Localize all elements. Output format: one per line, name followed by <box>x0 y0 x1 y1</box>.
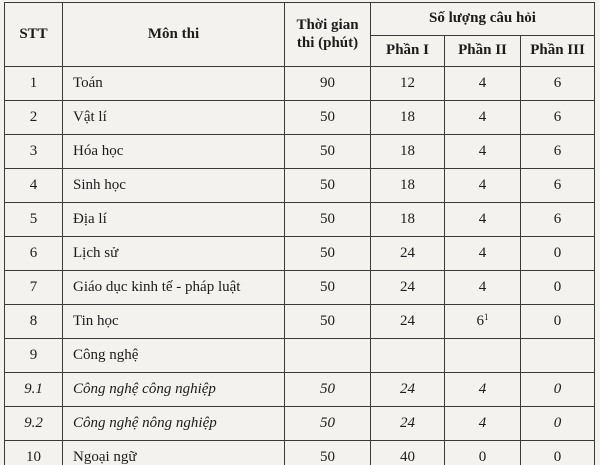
cell-part2 <box>445 441 521 465</box>
cell-part2 <box>445 271 521 305</box>
cell-part2 <box>445 169 521 203</box>
cell-part2 <box>445 339 521 373</box>
cell-part3: 6 <box>521 67 595 101</box>
header-questions: Số lượng câu hỏi <box>371 3 595 36</box>
cell-subject: Công nghệ công nghiệp <box>63 373 285 407</box>
cell-part2 <box>445 135 521 169</box>
exam-document <box>4 2 598 465</box>
cell-time: 90 <box>285 67 371 101</box>
cell-part2-value: 4 <box>478 108 487 125</box>
header-part3: Phần III <box>521 36 595 67</box>
header-time-line2: thi (phút) <box>296 34 359 51</box>
cell-subject: Sinh học <box>63 169 285 203</box>
cell-stt: 9.1 <box>5 373 63 407</box>
cell-part2-value: 4 <box>478 414 487 431</box>
cell-subject: Tin học <box>63 305 285 339</box>
cell-stt: 5 <box>5 203 63 237</box>
cell-part1 <box>371 339 445 373</box>
cell-part2 <box>445 67 521 101</box>
table-row <box>5 67 595 101</box>
cell-time: 50 <box>285 237 371 271</box>
cell-part3: 6 <box>521 169 595 203</box>
cell-part3: 0 <box>521 305 595 339</box>
cell-subject: Vật lí <box>63 101 285 135</box>
cell-part3: 0 <box>521 237 595 271</box>
cell-stt: 1 <box>5 67 63 101</box>
table-row <box>5 441 595 465</box>
cell-subject: Toán <box>63 67 285 101</box>
header-part2: Phần II <box>445 36 521 67</box>
cell-part3: 6 <box>521 101 595 135</box>
table-row <box>5 169 595 203</box>
cell-subject: Địa lí <box>63 203 285 237</box>
cell-part2-value: 4 <box>478 244 487 261</box>
table-row <box>5 271 595 305</box>
cell-part2 <box>445 101 521 135</box>
cell-time <box>285 339 371 373</box>
cell-time: 50 <box>285 305 371 339</box>
table-row <box>5 305 595 339</box>
table-row <box>5 373 595 407</box>
cell-time: 50 <box>285 271 371 305</box>
header-stt: STT <box>5 3 63 67</box>
cell-part3 <box>521 339 595 373</box>
cell-part1: 18 <box>371 135 445 169</box>
cell-stt: 9 <box>5 339 63 373</box>
table-row <box>5 135 595 169</box>
cell-subject: Công nghệ nông nghiệp <box>63 407 285 441</box>
cell-part3: 0 <box>521 373 595 407</box>
cell-subject: Giáo dục kinh tế - pháp luật <box>63 271 285 305</box>
exam-subjects-table <box>4 2 595 465</box>
cell-part3: 0 <box>521 407 595 441</box>
cell-part1: 24 <box>371 373 445 407</box>
table-row <box>5 407 595 441</box>
cell-time: 50 <box>285 407 371 441</box>
cell-part2 <box>445 237 521 271</box>
cell-part3: 6 <box>521 135 595 169</box>
cell-stt: 3 <box>5 135 63 169</box>
cell-part1: 18 <box>371 101 445 135</box>
table-body <box>5 67 595 465</box>
cell-part2 <box>445 407 521 441</box>
cell-part2 <box>445 203 521 237</box>
cell-subject: Hóa học <box>63 135 285 169</box>
cell-stt: 8 <box>5 305 63 339</box>
cell-part2-value: 0 <box>478 448 487 465</box>
cell-part2-value: 4 <box>478 380 487 397</box>
cell-part2 <box>445 305 521 339</box>
cell-part1: 18 <box>371 169 445 203</box>
cell-part3: 0 <box>521 441 595 465</box>
cell-time: 50 <box>285 373 371 407</box>
header-subject: Môn thi <box>63 3 285 67</box>
table-row <box>5 339 595 373</box>
cell-stt: 4 <box>5 169 63 203</box>
cell-part2-value: 4 <box>478 74 487 91</box>
cell-part2-value: 4 <box>478 176 487 193</box>
cell-part1: 24 <box>371 271 445 305</box>
cell-part1: 18 <box>371 203 445 237</box>
cell-time: 50 <box>285 101 371 135</box>
cell-part1: 40 <box>371 441 445 465</box>
cell-time: 50 <box>285 203 371 237</box>
cell-stt: 9.2 <box>5 407 63 441</box>
cell-part2-value: 4 <box>478 278 487 295</box>
cell-stt: 2 <box>5 101 63 135</box>
cell-part1: 24 <box>371 305 445 339</box>
table-row <box>5 203 595 237</box>
cell-part3: 6 <box>521 203 595 237</box>
table-row <box>5 101 595 135</box>
cell-part2-value: 4 <box>478 142 487 159</box>
cell-stt: 10 <box>5 441 63 465</box>
cell-part3: 0 <box>521 271 595 305</box>
cell-stt: 7 <box>5 271 63 305</box>
cell-time: 50 <box>285 441 371 465</box>
cell-subject: Ngoại ngữ <box>63 441 285 465</box>
cell-subject: Công nghệ <box>63 339 285 373</box>
cell-part2-value: 6 <box>476 312 484 329</box>
header-time <box>285 3 371 67</box>
cell-subject: Lịch sử <box>63 237 285 271</box>
cell-stt: 6 <box>5 237 63 271</box>
cell-part1: 12 <box>371 67 445 101</box>
cell-time: 50 <box>285 169 371 203</box>
cell-time: 50 <box>285 135 371 169</box>
header-time-line1: Thời gian <box>296 17 359 34</box>
cell-part2 <box>445 373 521 407</box>
cell-part2-value: 4 <box>478 210 487 227</box>
cell-part1: 24 <box>371 407 445 441</box>
table-row <box>5 237 595 271</box>
footnote-marker: 1 <box>484 311 489 322</box>
header-part1: Phần I <box>371 36 445 67</box>
table-header <box>5 3 595 67</box>
cell-part1: 24 <box>371 237 445 271</box>
